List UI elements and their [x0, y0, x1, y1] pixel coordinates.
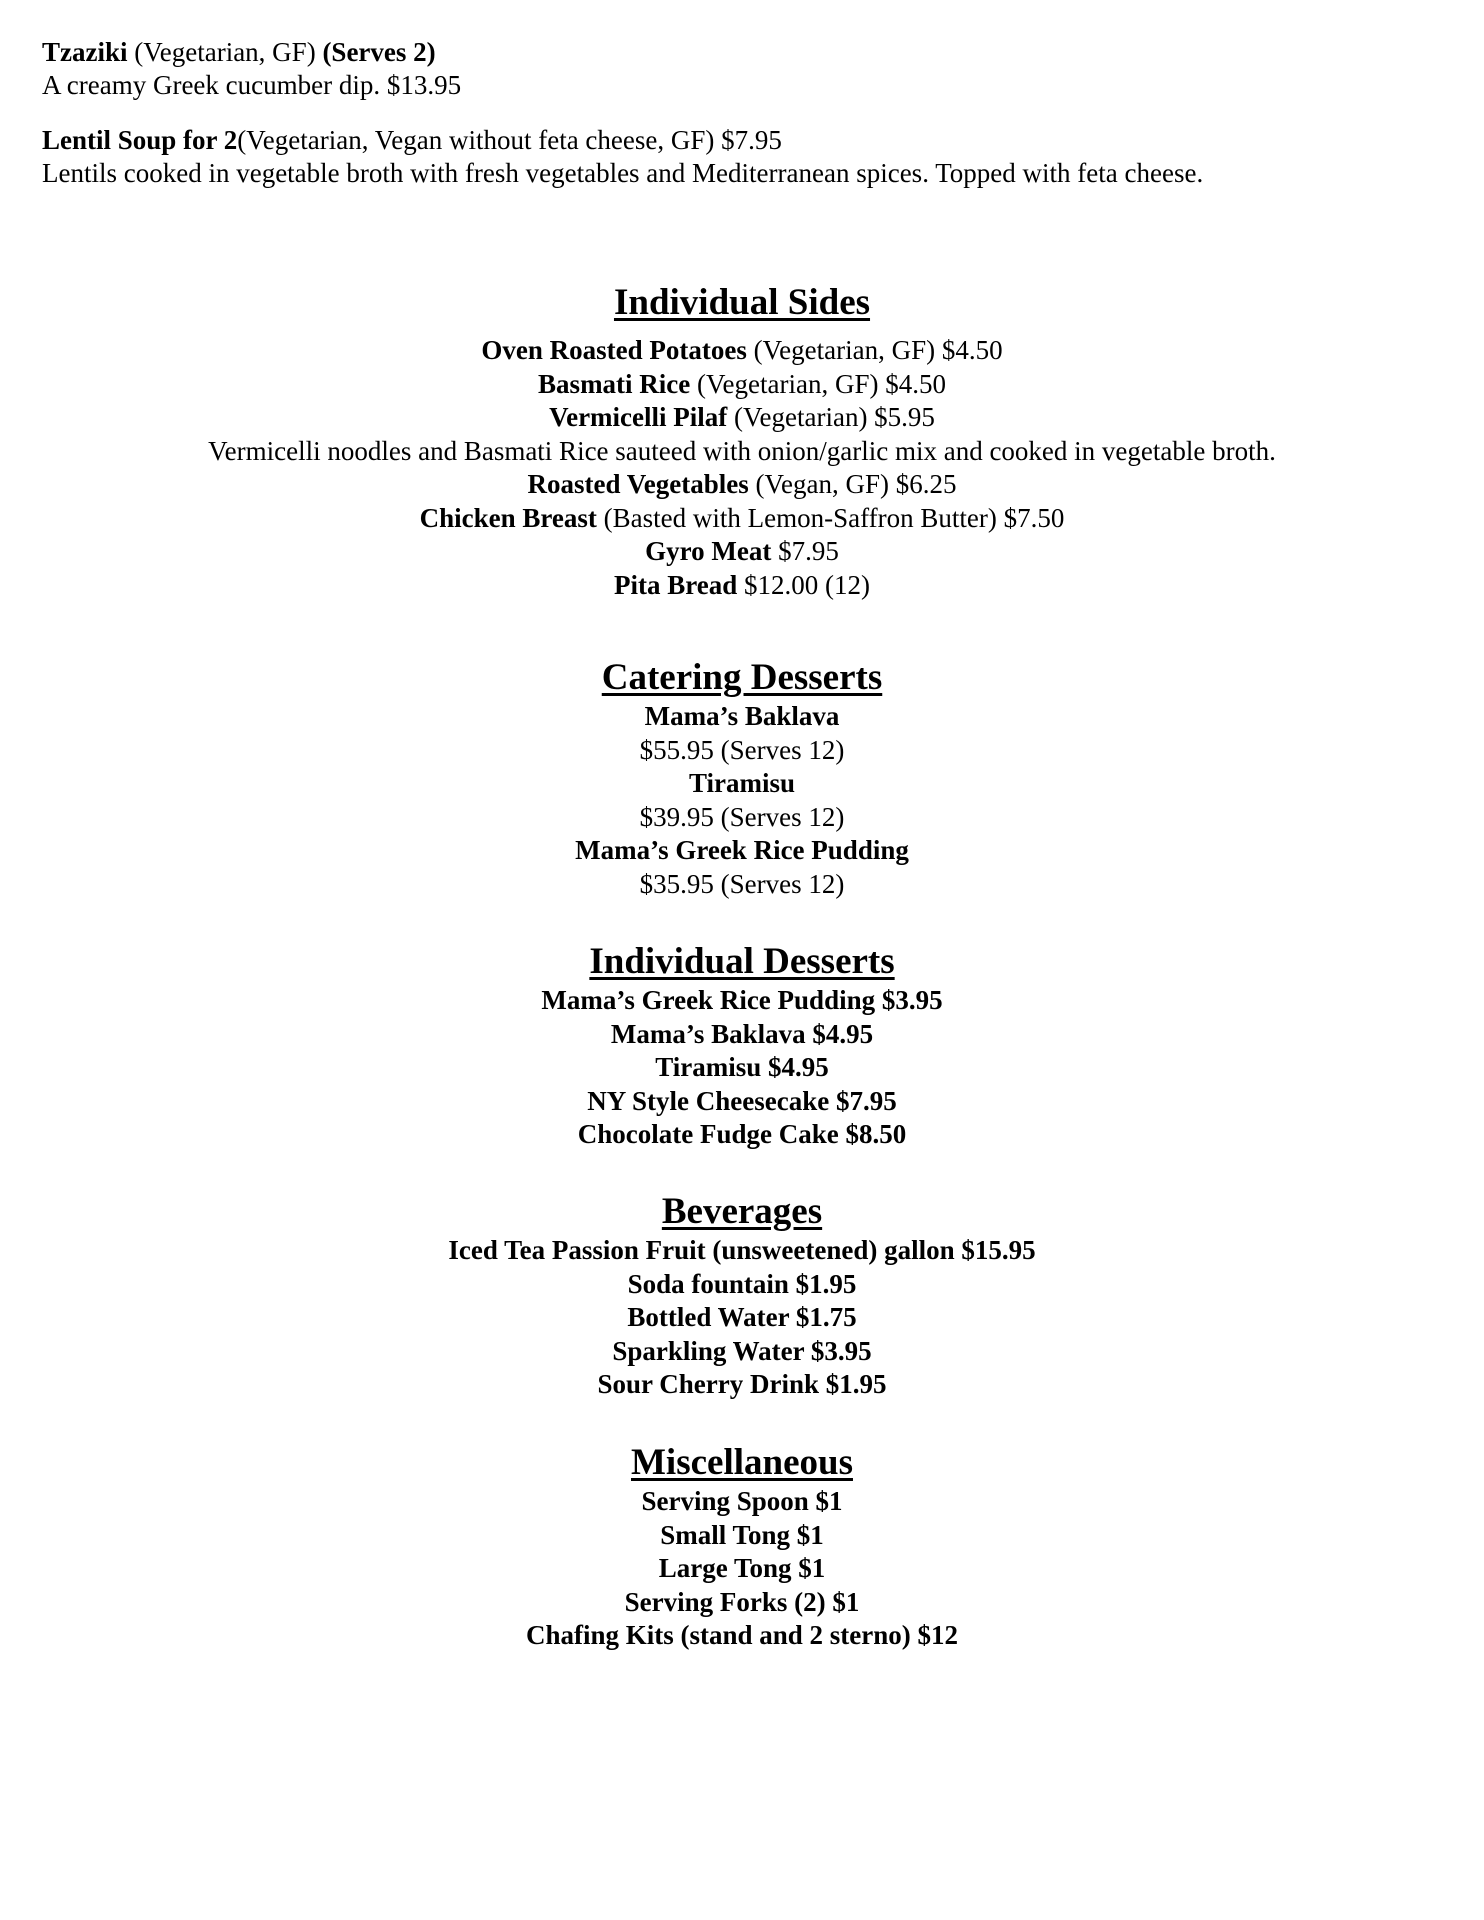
list-item: Serving Forks (2) $1: [624, 1586, 860, 1617]
dessert-name: Mama’s Greek Rice Pudding: [575, 835, 909, 865]
list-item: Chafing Kits (stand and 2 sterno) $12: [525, 1620, 959, 1650]
dessert-price: $35.95 (Serves 12): [639, 868, 845, 899]
section-miscellaneous: [0, 1441, 1484, 1653]
item-name: Tzaziki: [42, 37, 128, 67]
section-beverages: [0, 1190, 1484, 1402]
dessert-price: $55.95 (Serves 12): [639, 734, 845, 765]
list-item: Small Tong $1: [660, 1519, 824, 1550]
list-item: Serving Spoon $1: [641, 1486, 843, 1516]
side-name: Chicken Breast: [419, 502, 597, 533]
side-item: [0, 569, 1484, 603]
side-name: Basmati Rice: [538, 368, 691, 399]
dessert-name: Tiramisu: [688, 768, 796, 798]
list-item: Tiramisu $4.95: [655, 1052, 829, 1082]
item-tzaziki: [42, 36, 1442, 102]
side-name: Roasted Vegetables: [527, 469, 749, 499]
section-heading: Miscellaneous: [631, 1442, 853, 1483]
side-name: Pita Bread: [614, 569, 738, 600]
section-individual-sides: [0, 281, 1484, 602]
item-name: Lentil Soup for 2: [42, 125, 238, 155]
list-item: Mama’s Greek Rice Pudding $3.95: [541, 985, 943, 1015]
side-name: Vermicelli Pilaf: [549, 402, 728, 432]
side-name: Oven Roasted Potatoes: [481, 335, 747, 365]
list-item: Sour Cherry Drink $1.95: [597, 1369, 887, 1399]
item-lentil-soup: [42, 124, 1442, 190]
list-item: NY Style Cheesecake $7.95: [587, 1085, 897, 1116]
list-item: Mama’s Baklava $4.95: [610, 1018, 874, 1049]
side-name: Gyro Meat: [645, 536, 772, 566]
side-detail: (Vegetarian, GF) $4.50: [746, 335, 1003, 365]
side-detail: (Vegetarian, GF) $4.50: [690, 368, 946, 399]
section-heading: Individual Desserts: [589, 941, 895, 982]
side-detail: $7.95: [771, 536, 839, 566]
item-description: A creamy Greek cucumber dip. $13.95: [42, 70, 462, 100]
section-individual-desserts: [0, 940, 1484, 1152]
item-tags: (Vegetarian, GF): [127, 37, 323, 67]
side-item: [0, 334, 1484, 368]
side-item: [0, 401, 1484, 435]
side-detail: $12.00 (12): [737, 569, 870, 600]
side-detail: (Vegan, GF) $6.25: [748, 469, 957, 499]
list-item: Large Tong $1: [658, 1553, 826, 1583]
section-heading: Individual Sides: [613, 282, 871, 323]
side-detail: (Vegetarian) $5.95: [727, 402, 935, 432]
dessert-price: $39.95 (Serves 12): [639, 801, 845, 832]
list-item: Chocolate Fudge Cake $8.50: [577, 1119, 907, 1149]
side-item: [0, 502, 1484, 536]
list-item: Soda fountain $1.95: [627, 1268, 857, 1299]
list-item: Bottled Water $1.75: [627, 1302, 857, 1332]
section-heading: Beverages: [661, 1191, 823, 1232]
item-title-line: [42, 36, 1442, 69]
dessert-name: Mama’s Baklava: [644, 701, 840, 731]
item-serves: (Serves 2): [322, 37, 436, 67]
section-heading: Catering Desserts: [601, 657, 883, 698]
list-item: Sparkling Water $3.95: [612, 1335, 872, 1366]
side-item: [0, 535, 1484, 569]
item-description: Lentils cooked in vegetable broth with fresh vegetables and Mediterranean spices. Topped with feta cheese.: [42, 158, 1204, 188]
item-title-line: [42, 124, 1442, 157]
list-item: Iced Tea Passion Fruit (unsweetened) gallon $15.95: [448, 1235, 1036, 1265]
side-detail: Vermicelli noodles and Basmati Rice sauteed with onion/garlic mix and cooked in vegetable broth.: [208, 435, 1276, 466]
side-description: [0, 435, 1484, 469]
side-item: [0, 468, 1484, 502]
side-item: [0, 368, 1484, 402]
section-catering-desserts: [0, 656, 1484, 901]
side-detail: (Basted with Lemon-Saffron Butter) $7.50: [596, 502, 1065, 533]
item-tags: (Vegetarian, Vegan without feta cheese, GF) $7.95: [237, 125, 782, 155]
